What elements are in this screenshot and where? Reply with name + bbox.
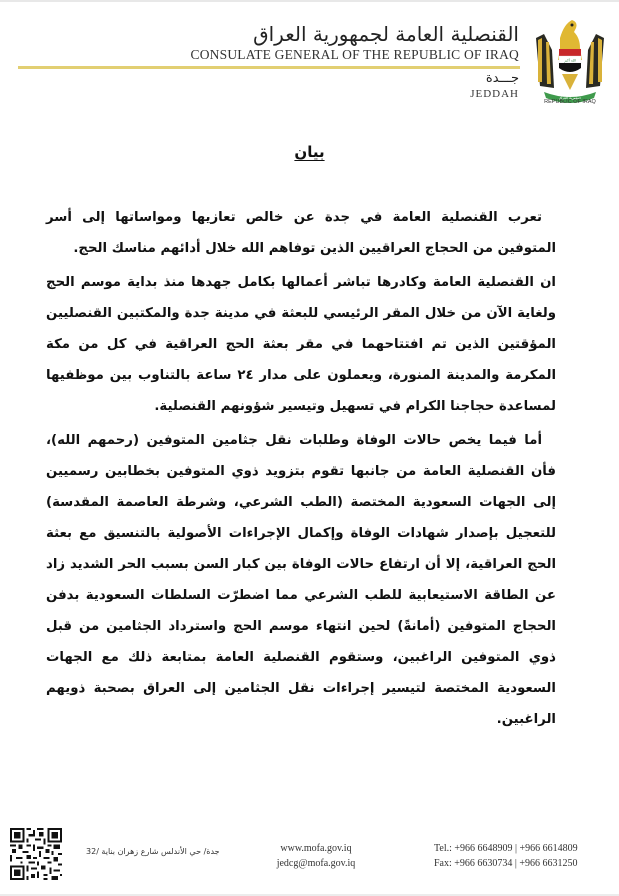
document-title-text: بيان xyxy=(294,143,325,161)
paragraph-condolences: تعرب القنصلية العامة في جدة عن خالص تعازيها ومواساتها إلى أسر المتوفين من الحجاج العراقيين الذين توفاهم الله خلال أدائهم مناسك الحج. xyxy=(46,210,556,256)
footer-address: جدة/ حي الأندلس شارع زهران بناية /32 xyxy=(86,847,220,856)
paragraph-deaths-procedures: أما فيما يخص حالات الوفاة وطلبات نقل جثامين المتوفين (رحمهم الله)، فأن القنصلية العامة من جانبها تقوم بتزويد ذوي المتوفين بخطابين رسميين إلى الجهات السعودية المختصة (الطب الشرعي، وشرطة العاصمة المقدسة) للتعجيل بإصدار شهادات الوفاة وإكمال الإجراءات الأصولية بالتنسيق مع بعثة الحج العراقية، إلا أن ارتفاع حالات الوفاة بين كبار السن بسبب الحر الشديد زاد عن الطاقة الاستيعابية للطب الشرعي مما اضطرّت السلطات السعودية بدفن الحجاج المتوفين (أمانةً) لحين انتهاء موسم الحج واسترداد الجثامين من قبل ذوي المتوفين الراغبين، وستقوم القنصلية العامة بمتابعة ذلك مع الجهات السعودية المختصة لتيسير إجراءات نقل الجثامين إلى العراق بصحبة ذويهم الراغبين. xyxy=(46,433,556,727)
page-top-border xyxy=(0,0,619,2)
paragraph-consulate-operations: ان القنصلية العامة وكادرها تباشر أعمالها بكامل جهدها منذ بداية موسم الحج ولغاية الآن من خلال المقر الرئيسي للبعثة في مدينة جدة والمكتبين القنصليين المؤقتين الذين تم افتتاحهما في مقر بعثة الحج العراقية في كل من مكة المكرمة والمدينة المنورة، ويعملون على مدار ٢٤ ساعة بالتناوب بين موظفيها لمساعدة حجاجنا الكرام في تسهيل وتيسير شؤونهم القنصلية. xyxy=(46,275,556,414)
footer-email-link[interactable]: jedcg@mofa.gov.iq xyxy=(276,858,356,869)
svg-text:جمهورية العراق: جمهورية العراق xyxy=(558,96,582,100)
city-arabic: جـــدة xyxy=(485,71,519,86)
qr-code-icon xyxy=(10,828,62,880)
footer-web-contacts xyxy=(268,841,364,871)
footer-fax: Fax: +966 6630734 | +966 6631250 xyxy=(434,858,578,869)
letterhead-arabic-title: القنصلية العامة لجمهورية العراق xyxy=(253,22,519,46)
letterhead-english-title: CONSULATE GENERAL OF THE REPUBLIC OF IRAQ xyxy=(190,47,519,62)
svg-text:الله أكبر: الله أكبر xyxy=(564,58,576,63)
letterhead-divider xyxy=(18,66,520,69)
iraq-eagle-emblem-icon xyxy=(530,16,610,111)
footer-website-link[interactable]: www.mofa.gov.iq xyxy=(280,843,352,854)
statement-body xyxy=(46,202,556,738)
city-english: JEDDAH xyxy=(470,88,519,100)
document-title xyxy=(0,143,619,161)
footer-phone-contacts xyxy=(434,841,604,871)
footer-telephone: Tel.: +966 6648909 | +966 6614809 xyxy=(434,843,578,854)
emblem-caption: REPUBLIC OF IRAQ xyxy=(544,99,596,105)
